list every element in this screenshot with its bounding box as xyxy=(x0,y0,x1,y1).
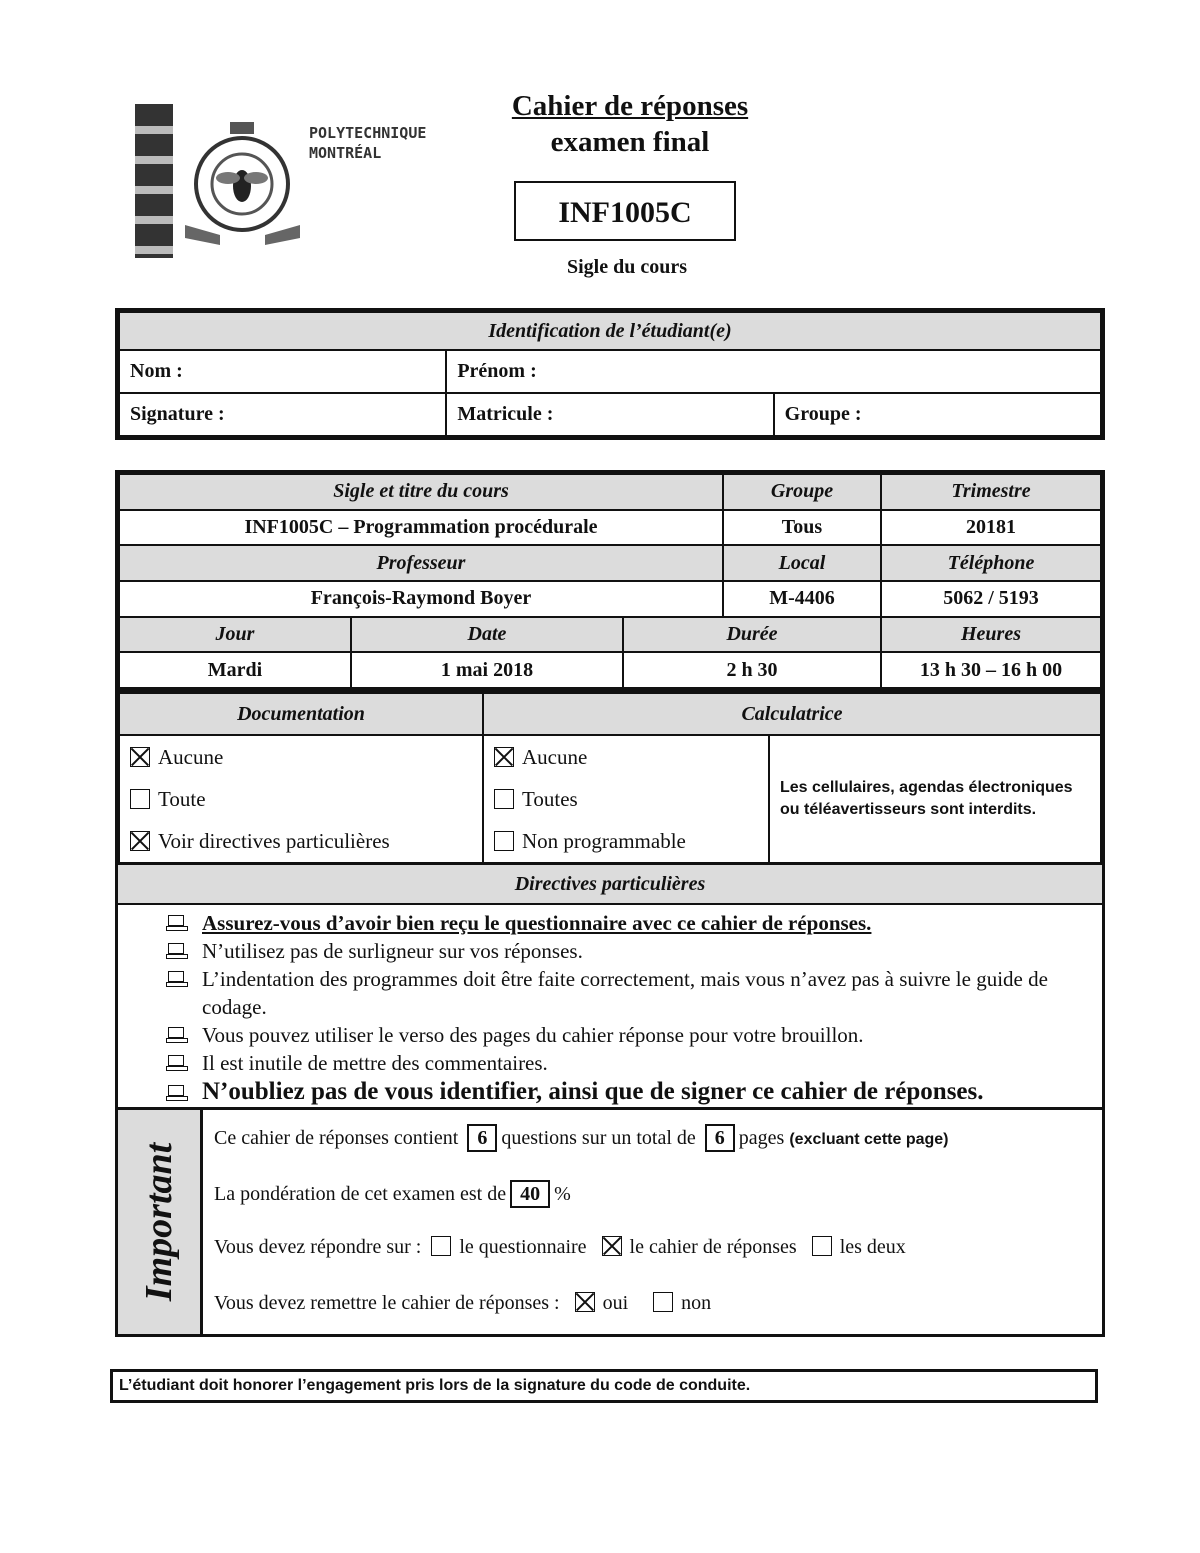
code-of-conduct: L’étudiant doit honorer l’engagement pris lors de la signature du code de conduite. xyxy=(110,1369,1098,1403)
groupe-field[interactable]: Groupe : xyxy=(774,393,1101,436)
course-title: INF1005C – Programmation procédurale xyxy=(119,510,723,546)
signature-field[interactable]: Signature : xyxy=(119,393,446,436)
term-header: Trimestre xyxy=(881,474,1101,510)
computer-icon xyxy=(168,915,184,926)
duration: 2 h 30 xyxy=(623,652,881,688)
checkbox-icon[interactable] xyxy=(130,789,150,809)
important-line-2: La pondération de cet examen est de 40 % xyxy=(214,1180,1094,1236)
computer-icon xyxy=(168,943,184,954)
directive-item: L’indentation des programmes doit être faite correctement, mais vous n’avez pas à suivre le guide de codage. xyxy=(202,965,1086,1021)
prenom-field[interactable]: Prénom : xyxy=(446,350,1101,393)
directives-header: Directives particulières xyxy=(118,865,1102,905)
important-content xyxy=(214,1124,1094,1332)
directive-item: N’oubliez pas de vous identifier, ainsi que de signer ce cahier de réponses. xyxy=(202,1077,1086,1107)
directive-item: Il est inutile de mettre des commentaires. xyxy=(202,1049,1086,1077)
checkbox-checked-icon[interactable] xyxy=(602,1236,622,1256)
phone-header: Téléphone xyxy=(881,545,1101,581)
directives-box xyxy=(115,862,1105,1110)
weight-value: 40 xyxy=(510,1180,550,1208)
computer-icon xyxy=(168,1027,184,1038)
logo xyxy=(135,104,455,258)
important-label: Important xyxy=(138,1142,180,1302)
room: M-4406 xyxy=(723,581,881,617)
prof-header: Professeur xyxy=(119,545,723,581)
documentation-header: Documentation xyxy=(119,693,483,735)
course-group: Tous xyxy=(723,510,881,546)
logo-text-1: POLYTECHNIQUE xyxy=(309,124,427,142)
day: Mardi xyxy=(119,652,351,688)
calc-option-none-label: Aucune xyxy=(522,745,588,769)
seal-icon xyxy=(180,120,310,248)
pages-count: 6 xyxy=(705,1124,735,1152)
directives-list xyxy=(118,909,1102,1107)
calc-option-nonprog[interactable] xyxy=(494,820,758,862)
course-code-box: INF1005C xyxy=(514,181,736,241)
logo-text-2: MONTRÉAL xyxy=(309,144,382,162)
title-line-2: examen final xyxy=(550,126,710,158)
checkbox-icon[interactable] xyxy=(653,1292,673,1312)
calculator-header: Calculatrice xyxy=(483,693,1101,735)
calc-option-nonprog-label: Non programmable xyxy=(522,829,686,853)
important-label-cell xyxy=(118,1110,203,1334)
checkbox-checked-icon[interactable] xyxy=(130,747,150,767)
hours-header: Heures xyxy=(881,617,1101,653)
identification-table xyxy=(115,308,1105,440)
prof-name: François-Raymond Boyer xyxy=(119,581,723,617)
room-header: Local xyxy=(723,545,881,581)
doc-option-none[interactable] xyxy=(130,736,472,778)
identification-header: Identification de l’étudiant(e) xyxy=(119,312,1101,350)
directive-item: Vous pouvez utiliser le verso des pages du cahier réponse pour votre brouillon. xyxy=(202,1021,1086,1049)
doc-option-none-label: Aucune xyxy=(158,745,224,769)
course-title-header: Sigle et titre du cours xyxy=(119,474,723,510)
calc-option-none[interactable] xyxy=(494,736,758,778)
computer-icon xyxy=(168,1055,184,1066)
checkbox-checked-icon[interactable] xyxy=(494,747,514,767)
course-info-table xyxy=(115,470,1105,692)
checkbox-checked-icon[interactable] xyxy=(575,1292,595,1312)
matricule-field[interactable]: Matricule : xyxy=(446,393,773,436)
calc-option-all-label: Toutes xyxy=(522,787,578,811)
calculator-note: Les cellulaires, agendas électroniques ou téléavertisseurs sont interdits. xyxy=(769,735,1101,863)
computer-icon xyxy=(168,971,184,982)
important-box xyxy=(115,1107,1105,1337)
checkbox-icon[interactable] xyxy=(431,1236,451,1256)
directive-item: N’utilisez pas de surligneur sur vos réponses. xyxy=(202,937,1086,965)
checkbox-icon[interactable] xyxy=(494,831,514,851)
questions-count: 6 xyxy=(467,1124,497,1152)
doc-option-all[interactable] xyxy=(130,778,472,820)
logo-stripes xyxy=(135,104,173,258)
calc-option-all[interactable] xyxy=(494,778,758,820)
important-line-3: Vous devez répondre sur : le questionnaire le cahier de réponses les deux xyxy=(214,1236,906,1258)
date: 1 mai 2018 xyxy=(351,652,623,688)
checkbox-icon[interactable] xyxy=(812,1236,832,1256)
phone: 5062 / 5193 xyxy=(881,581,1101,617)
title-line-1: Cahier de réponses xyxy=(511,90,749,122)
course-term: 20181 xyxy=(881,510,1101,546)
duration-header: Durée xyxy=(623,617,881,653)
important-line-4: Vous devez remettre le cahier de réponses : oui non xyxy=(214,1292,712,1314)
course-code-label: Sigle du cours xyxy=(566,256,688,278)
hours: 13 h 30 – 16 h 00 xyxy=(881,652,1101,688)
directive-item: Assurez-vous d’avoir bien reçu le questionnaire avec ce cahier de réponses. xyxy=(202,909,1086,937)
nom-field[interactable]: Nom : xyxy=(119,350,446,393)
checkbox-checked-icon[interactable] xyxy=(130,831,150,851)
date-header: Date xyxy=(351,617,623,653)
day-header: Jour xyxy=(119,617,351,653)
checkbox-icon[interactable] xyxy=(494,789,514,809)
group-header: Groupe xyxy=(723,474,881,510)
materials-table xyxy=(115,689,1105,865)
doc-option-all-label: Toute xyxy=(158,787,206,811)
doc-option-directives-label: Voir directives particulières xyxy=(158,829,390,853)
important-line-1: Ce cahier de réponses contient 6 questions sur un total de 6 pages (excluant cette page) xyxy=(214,1124,1094,1180)
doc-option-directives[interactable] xyxy=(130,820,472,862)
page-title xyxy=(480,88,780,160)
computer-icon xyxy=(168,1085,184,1096)
